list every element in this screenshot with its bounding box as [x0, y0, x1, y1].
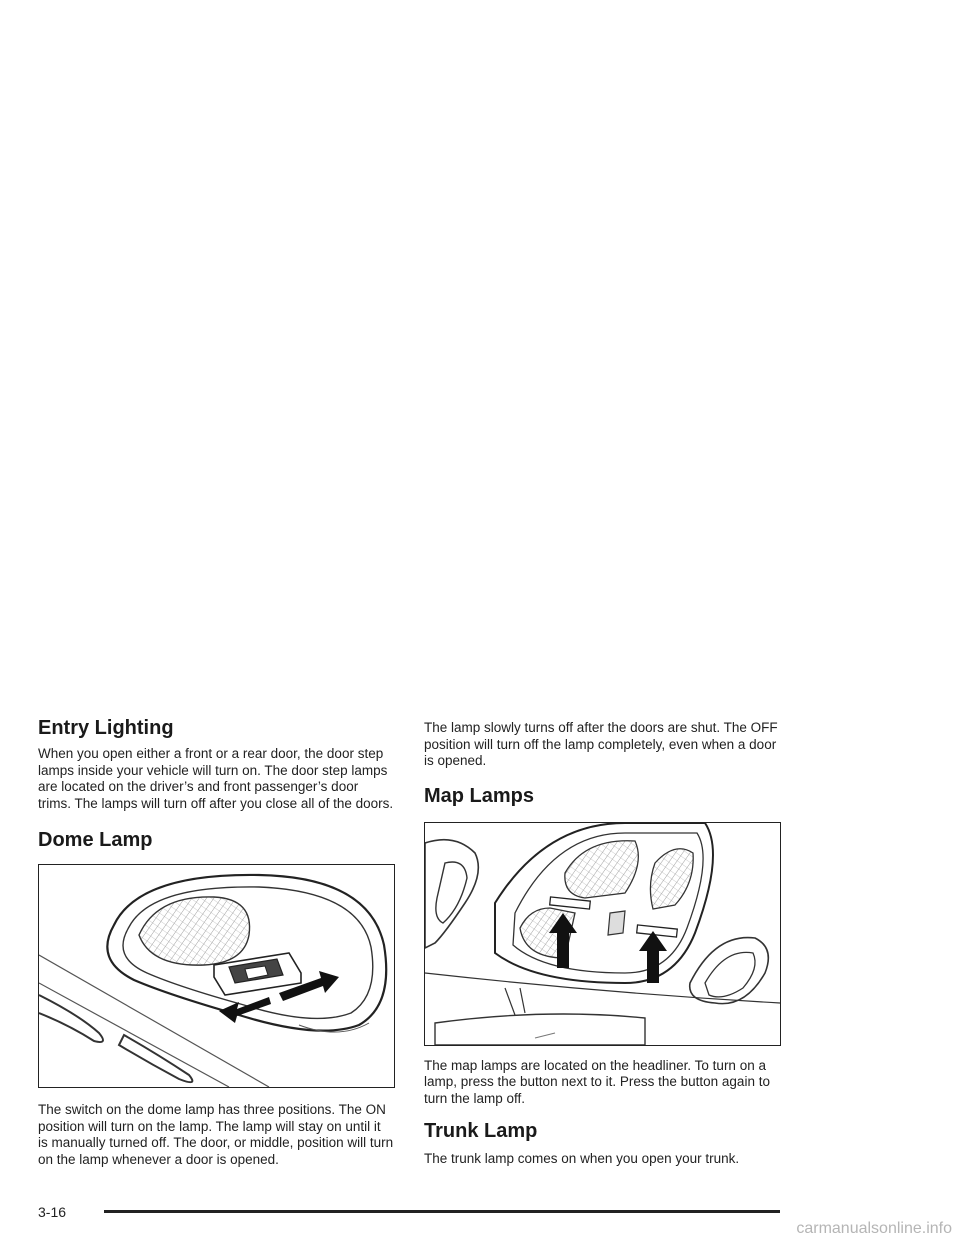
map-lamps-heading: Map Lamps: [424, 784, 535, 807]
right-column: [424, 720, 780, 1168]
entry-lighting-heading: Entry Lighting: [38, 717, 174, 739]
dome-lamp-illustration: [39, 865, 394, 1087]
dome-lamp-continuation: The lamp slowly turns off after the doors are shut. The OFF position will turn off the lamp completely, even when a door is opened.: [424, 720, 778, 768]
trunk-lamp-body: The trunk lamp comes on when you open your trunk.: [424, 1151, 740, 1166]
page-number: 3-16: [38, 1204, 67, 1220]
map-lamps-illustration: [425, 823, 780, 1045]
footer-rule: [104, 1210, 780, 1213]
watermark: carmanualsonline.info: [796, 1220, 952, 1237]
dome-lamp-figure: [38, 864, 395, 1088]
left-column: [38, 716, 394, 1168]
dome-lamp-heading: Dome Lamp: [38, 829, 153, 851]
trunk-lamp-heading: Trunk Lamp: [424, 1120, 538, 1142]
map-lamps-figure: [424, 822, 781, 1046]
map-lamps-body: The map lamps are located on the headliner. To turn on a lamp, press the button next to it. Press the button again to turn the lamp off.: [424, 1057, 770, 1106]
dome-lamp-body: The switch on the dome lamp has three positions. The ON position will turn on the lamp. The lamp will stay on until it is manually turned off. The door, or middle, position will turn on the lamp whenever a door is opened.: [38, 1102, 394, 1167]
entry-lighting-body: When you open either a front or a rear door, the door step lamps inside your vehicle will turn on. The door step lamps are located on the driver’s and front passenger’s door trims. The lamps will turn off after you close all of the doors.: [38, 746, 394, 811]
